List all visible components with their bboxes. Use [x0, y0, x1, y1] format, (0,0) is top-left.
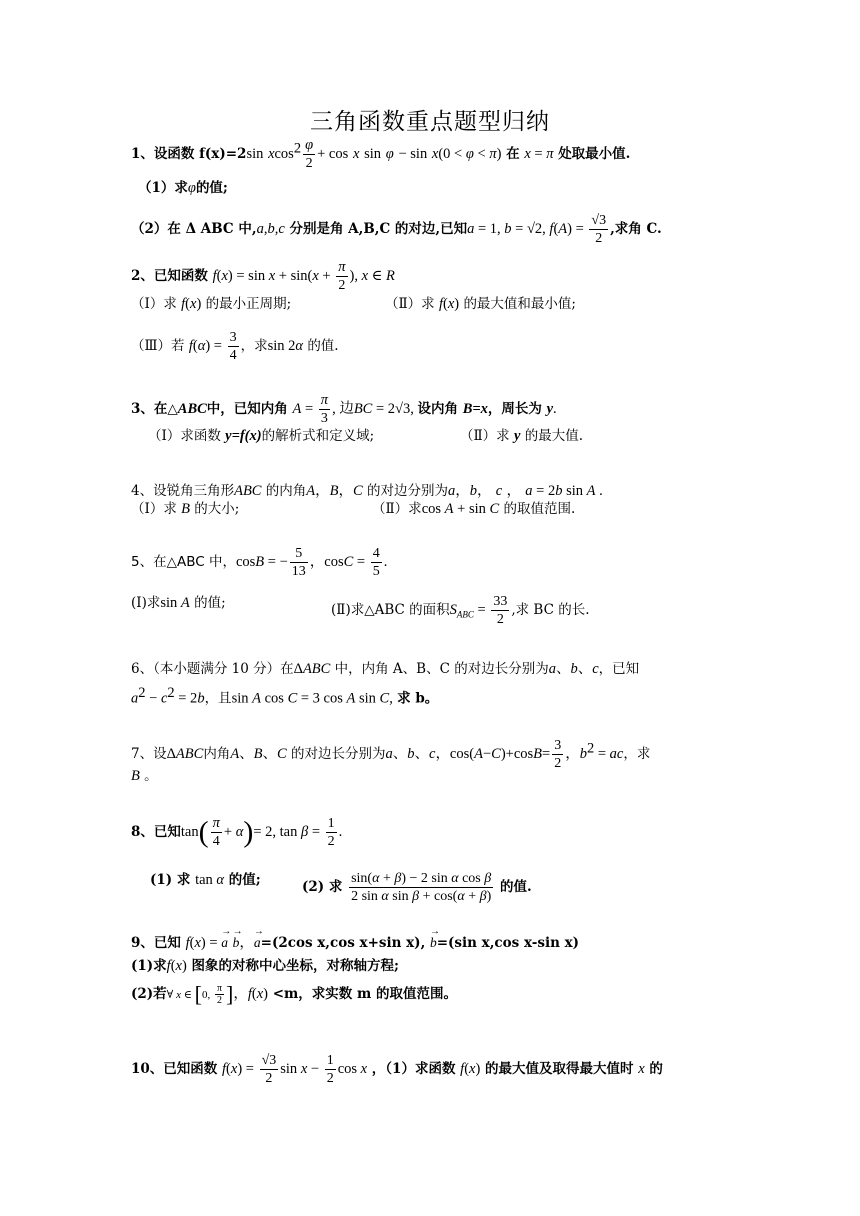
problem-7-text: 。 — [144, 768, 158, 784]
fraction: $\frac{33}{2}$ — [493, 594, 508, 627]
fraction: $\frac{\text{sin(α + β) − 2 sin α cos β}}{\text{2 sin α sin β + cos(α + β)}}$ — [351, 871, 492, 904]
fraction: $\frac{\pi}{4}$ — [212, 815, 220, 849]
problem-9-part-2: (2)若∀ x ∈ [0, $\frac{\pi}{2}$ ]，f(x) <m，求实数 m 的取值范围。 — [131, 981, 457, 1007]
problem-8: 8、已知tan( $\frac{\pi}{4}$ + α)= 2, tan β = $\frac{1}{2}$ . — [131, 815, 343, 849]
problem-10-text: ，（1）求函数 — [371, 1061, 456, 1077]
part-text: ,求角 C. — [610, 221, 662, 237]
part-text: （Ⅰ）求 — [131, 501, 177, 517]
problem-5-part-1: (Ⅰ)求sin A 的值; — [131, 595, 226, 611]
part-text: ，求 — [240, 338, 268, 354]
problem-3-part-1: （Ⅰ）求函数 y=f(x)的解析式和定义域; — [148, 428, 375, 444]
problem-1: 1、设函数 f(x)=2sin xcos$^2$ $\frac{\varphi}{2}$ + cos x sin φ − sin x(0 < φ < π) 在 x = π 处取最小值. — [131, 137, 631, 171]
fraction: $\frac{\varphi}{2}$ — [305, 137, 314, 171]
part-text: 的最小正周期; — [205, 296, 292, 312]
problem-7-text: 内角 — [203, 746, 231, 762]
problem-3-text: 中，已知内角 — [206, 401, 288, 417]
problem-1-text: 处取最小值. — [558, 146, 631, 162]
part-text: （Ⅱ）求 — [460, 428, 510, 444]
problem-9-text: =(sin x,cos x-sin x) — [436, 935, 580, 951]
problem-9-text: =(2cos x,cos x+sin x), — [260, 935, 426, 951]
part-text: 分别是角 A,B,C 的对边,已知 — [289, 221, 468, 237]
problem-7-text: ，求 — [623, 746, 651, 762]
part-text: 的值. — [499, 879, 532, 895]
part-text: （1）求 — [138, 180, 188, 196]
problem-2-part-2: （Ⅱ）求 f(x) 的最大值和最小值; — [385, 296, 576, 312]
vector-a: → a — [221, 933, 228, 953]
fraction: $\frac{5}{13}$ — [291, 546, 306, 579]
part-text: 的解析式和定义域; — [261, 428, 375, 444]
fraction: $\frac{√3}{2}$ — [591, 213, 607, 246]
vector-a: → a — [254, 933, 261, 953]
problem-9-part-1: (1)求f(x) 图象的对称中心坐标，对称轴方程; — [131, 958, 400, 974]
problem-3-text: 3、在△ — [131, 401, 178, 417]
part-text: 的大小; — [194, 501, 240, 517]
problem-10: 10、已知函数 f(x) = $\frac{√3}{2}$ sin x − $\frac{1}{2}$ cos x ，（1）求函数 f(x) 的最大值及取得最大值时 x 的 — [131, 1053, 663, 1086]
problem-5-text: 5、在△ABC 中， — [131, 554, 236, 570]
part-text: （Ⅰ）求函数 — [148, 428, 221, 444]
part-text: （2）在 Δ ABC 中, — [131, 221, 257, 237]
problem-5-part-2: (Ⅱ)求△ABC 的面积$S_{ABC}$ = $\frac{33}{2}$ ,求 BC 的长. — [331, 594, 590, 627]
part-text: <m，求实数 m 的取值范围。 — [272, 986, 457, 1002]
problem-6-text: ，且 — [204, 690, 232, 707]
part-text: （Ⅰ）求 — [131, 296, 177, 312]
problem-10-text: 的最大值及取得最大值时 — [485, 1061, 634, 1077]
problem-7-text: 7、设 — [131, 746, 167, 762]
page-title: 三角函数重点题型归纳 — [310, 109, 550, 135]
problem-4-part-1: （Ⅰ）求 B 的大小; — [131, 501, 240, 517]
part-text: ,求 BC 的长. — [511, 602, 590, 618]
fraction: $\frac{√3}{2}$ — [261, 1053, 277, 1086]
part-text: 的最大值和最小值; — [463, 296, 576, 312]
problem-6-text: 中，内角 A、B、C 的对边长分别为 — [334, 661, 549, 677]
problem-6-text: 6、（本小题满分 10 分）在 — [131, 661, 294, 677]
fraction: $\frac{\pi}{3}$ — [320, 392, 329, 426]
vector-b: → b — [430, 933, 437, 953]
problem-9-text: 9、已知 — [131, 935, 181, 951]
part-text: 的值; — [194, 595, 226, 611]
problem-7: 7、设ΔABC内角A、B、C 的对边长分别为a、b、c，cos(A−C)+cosB= $\frac{3}{2}$ ，$b^2$ = ac，求 — [131, 738, 651, 771]
vector-b: → b — [233, 933, 240, 953]
problem-6: 6、（本小题满分 10 分）在ΔABC 中，内角 A、B、C 的对边长分别为a、b、c，已知 — [131, 661, 640, 677]
fraction: $\frac{3}{4}$ — [229, 330, 237, 363]
part-text: 图象的对称中心坐标，对称轴方程; — [191, 958, 400, 974]
problem-6-line-2: $a^2 - c^2 = 2b$，且sin A cos C = 3 cos A sin C, 求 b。 — [131, 685, 439, 707]
problem-5: 5、在△ABC 中，cosB = − $\frac{5}{13}$ ，cosC = $\frac{4}{5}$ . — [131, 546, 388, 579]
problem-3-part-2: （Ⅱ）求 y 的最大值. — [460, 428, 584, 444]
problem-1-part-2: （2）在 Δ ABC 中,a,b,c 分别是角 A,B,C 的对边,已知a = 1, b = √2, f(A) = $\frac{√3}{2}$ ,求角 C. — [131, 213, 662, 246]
part-text: (Ⅰ)求 — [131, 595, 161, 611]
problem-4-part-2: （Ⅱ）求cos A + sin C 的取值范围. — [372, 501, 576, 517]
problem-3-text: 设内角 — [417, 401, 458, 417]
problem-6-text: 求 b。 — [397, 690, 439, 707]
part-text: (2)若 — [131, 986, 167, 1002]
problem-1-part-1: （1）求φ的值; — [138, 180, 228, 196]
problem-1-text: 在 — [506, 146, 520, 162]
problem-8-part-1: (1) 求 tan α 的值; — [150, 872, 261, 888]
part-text: （Ⅲ）若 — [131, 338, 185, 354]
part-text: （Ⅱ）求 — [372, 501, 422, 517]
part-text: (2) 求 — [302, 879, 343, 895]
problem-4: 4、设锐角三角形ABC 的内角A，B，C 的对边分别为a，b， c ， a = 2b sin A . — [131, 483, 603, 499]
problem-2: 2、已知函数 f(x) = sin x + sin(x + $\frac{\pi}{2}$ ), x ∈ R — [131, 259, 395, 293]
part-text: (Ⅱ)求△ABC 的面积 — [331, 602, 450, 618]
part-text: 的取值范围. — [503, 501, 576, 517]
fraction: $\frac{\pi}{2}$ — [338, 259, 346, 293]
part-text: 的值; — [228, 872, 261, 888]
problem-6-text: ，已知 — [598, 661, 640, 677]
fraction: $\frac{1}{2}$ — [327, 816, 335, 849]
problem-1-text: 1、设函数 f(x)=2 — [131, 146, 247, 162]
problem-2-text: 2、已知函数 — [131, 268, 208, 284]
fraction: $\frac{4}{5}$ — [372, 546, 380, 579]
part-text: 的最大值. — [524, 428, 584, 444]
part-text: (1)求 — [131, 958, 167, 974]
problem-4-text: 4、设锐角三角形 — [131, 483, 235, 499]
problem-7-text: 的对边长分别为 — [291, 746, 386, 762]
problem-4-text: 的内角 — [265, 483, 307, 499]
problem-2-part-3: （Ⅲ）若 f(α) = $\frac{3}{4}$ ，求sin 2α 的值. — [131, 330, 339, 363]
problem-8-text: 8、已知 — [131, 824, 181, 840]
problem-7-line-2: B 。 — [131, 768, 158, 784]
problem-10-text: 10、已知函数 — [131, 1061, 218, 1077]
problem-10-text: 的 — [649, 1061, 663, 1077]
problem-9: 9、已知 f(x) = → a → b，→ a=(2cos x,cos x+sin x), → b=(sin x,cos x-sin x) — [131, 933, 579, 953]
fraction: $\frac{3}{2}$ — [554, 738, 562, 771]
problem-2-part-1: （Ⅰ）求 f(x) 的最小正周期; — [131, 296, 292, 312]
problem-8-part-2 — [302, 870, 532, 905]
part-text: (1) 求 — [150, 872, 191, 888]
fraction: $\frac{\pi}{2}$ — [216, 983, 222, 1006]
part-text: （Ⅱ）求 — [385, 296, 435, 312]
part-text: 的值. — [307, 338, 339, 354]
part-text: 的值; — [195, 180, 228, 196]
problem-4-text: 的对边分别为 — [366, 483, 448, 499]
fraction: $\frac{1}{2}$ — [326, 1053, 334, 1086]
problem-3-text: ，周长为 — [487, 401, 542, 417]
problem-3: 3、在△ABC中，已知内角 A = $\frac{\pi}{3}$ , 边BC = 2√3, 设内角 B=x，周长为 y. — [131, 392, 557, 426]
